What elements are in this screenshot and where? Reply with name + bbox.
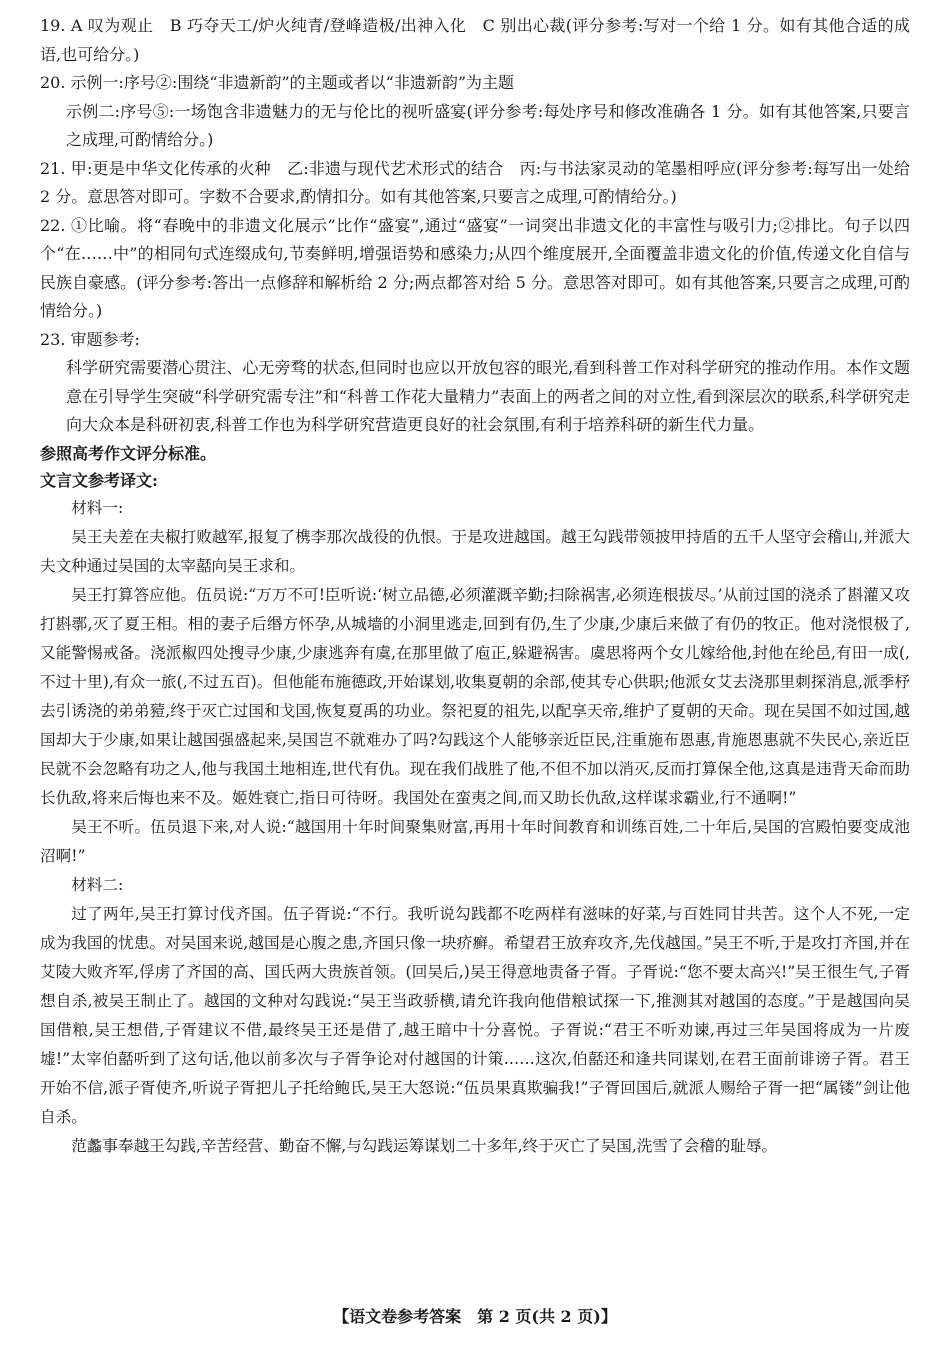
material-1-paragraph-1: 吴王夫差在夫椒打败越军,报复了槜李那次战役的仇恨。于是攻进越国。越王勾践带领披甲持盾的五千人坚守会稽山,并派大夫文种通过吴国的太宰嚭向吴王求和。 (40, 527, 910, 575)
answer-21-text: 21. 甲:更是中华文化传承的火种 乙:非遗与现代艺术形式的结合 丙:与书法家灵动的笔墨相呼应(评分参考:每写出一处给 2 分。意思答对即可。字数不合要求,酌情扣分。如有其他答案,只要言之成理,可酌情给分。) (40, 158, 910, 206)
classical-translation (40, 494, 910, 1161)
translation-heading: 文言文参考译文: (40, 470, 158, 490)
material-2-paragraph-1: 过了两年,吴王打算讨伐齐国。伍子胥说:“不行。我听说勾践都不吃两样有滋味的好菜,与百姓同甘共苦。这个人不死,一定成为我国的忧患。对吴国来说,越国是心腹之患,齐国只像一块疥癣。希望君王放弃攻齐,先伐越国。”吴王不听,于是攻打齐国,并在艾陵大败齐军,俘虏了齐国的高、国氏两大贵族首领。(回吴后,)吴王得意地责备子胥。子胥说:“您不要太高兴!”吴王很生气,子胥想自杀,被吴王制止了。越国的文种对勾践说:“吴王当政骄横,请允许我向他借粮试探一下,推测其对越国的态度。”于是越国向吴国借粮,吴王想借,子胥建议不借,最终吴王还是借了,越王暗中十分喜悦。子胥说:“君王不听劝谏,再过三年吴国将成为一片废墟!”太宰伯嚭听到了这句话,他以前多次与子胥争论对付越国的计策……这次,伯嚭还和逢共同谋划,在君王面前诽谤子胥。君王开始不信,派子胥使齐,听说子胥把儿子托给鲍氏,吴王大怒说:“伍员果真欺骗我!”子胥回国后,就派人赐给子胥一把“属镂”剑让他自杀。 (40, 904, 910, 1126)
answer-23-body: 科学研究需要潜心贯注、心无旁骛的状态,但同时也应以开放包容的眼光,看到科普工作对科学研究的推动作用。本作文题意在引导学生突破“科学研究需专注”和“科普工作花大量精力”表面上的两者之间的对立性,看到深层次的联系,科学研究走向大众本是科研初衷,科普工作也为科学研究营造更良好的社会氛围,有利于培养科研的新生代力量。 (66, 358, 910, 434)
answer-22 (40, 212, 910, 326)
essay-standard-note: 参照高考作文评分标准。 (40, 443, 217, 463)
material-1-title: 材料一: (71, 498, 124, 517)
answer-20-example-1: 20. 示例一:序号②:围绕“非遗新韵”的主题或者以“非遗新韵”为主题 (40, 73, 515, 92)
material-2-paragraph-2: 范蠡事奉越王勾践,辛苦经营、勤奋不懈,与勾践运筹谋划二十多年,终于灭亡了吴国,洗雪了会稽的耻辱。 (71, 1136, 778, 1155)
answer-23-title: 23. 审题参考: (40, 329, 140, 349)
page-footer: 【语文卷参考答案 第 2 页(共 2 页)】 (333, 1307, 617, 1326)
material-1-paragraph-2: 吴王打算答应他。伍员说:“万万不可!臣听说:‘树立品德,必须灌溉辛勤;扫除祸害,必须连根拔尽。’从前过国的浇杀了斟灌又攻打斟鄩,灭了夏王相。相的妻子后缗方怀孕,从城墙的小洞里逃走,回到有仍,生了少康,少康后来做了有仍的牧正。他对浇恨极了,又能警惕戒备。浇派椒四处搜寻少康,少康逃奔有虞,在那里做了庖正,躲避祸害。虞思将两个女儿嫁给他,封他在纶邑,有田一成(,不过十里),有众一旅(,不过五百)。但他能布施德政,开始谋划,收集夏朝的余部,使其专心供职;他派女艾去浇那里刺探消息,派季杼去引诱浇的弟弟豷,终于灭亡过国和戈国,恢复夏禹的功业。祭祀夏的祖先,以配享天帝,维护了夏朝的天命。现在吴国不如过国,越国却大于少康,如果让越国强盛起来,吴国岂不就难办了吗?勾践这个人能够亲近臣民,注重施布恩惠,肯施恩惠就不失民心,亲近臣民就不会忽略有功之人,他与我国土地相连,世代有仇。现在我们战胜了他,不但不加以消灭,反而打算保全他,这真是违背天命而助长仇敌,将来后悔也来不及。姬姓衰亡,指日可待呀。我国处在蛮夷之间,而又助长仇敌,这样谋求霸业,行不通啊!” (40, 585, 910, 807)
material-1-paragraph-3: 吴王不听。伍员退下来,对人说:“越国用十年时间聚集财富,再用十年时间教育和训练百姓,二十年后,吴国的宫殿怕要变成池沼啊!” (40, 817, 910, 865)
answer-22-text: 22. ①比喻。将“春晚中的非遗文化展示”比作“盛宴”,通过“盛宴”一词突出非遗文化的丰富性与吸引力;②排比。句子以四个“在……中”的相同句式连缀成句,节奏鲜明,增强语势和感染力;从四个维度展开,全面覆盖非遗文化的价值,传递文化自信与民族自豪感。(评分参考:答出一点修辞和解析给 2 分;两点都答对给 5 分。意思答对即可。如有其他答案,只要言之成理,可酌情给分。) (40, 215, 910, 320)
material-2-title: 材料二: (71, 875, 124, 894)
answer-20-example-2: 示例二:序号⑤:一场饱含非遗魅力的无与伦比的视听盛宴(评分参考:每处序号和修改准确各 1 分。如有其他答案,只要言之成理,可酌情给分。) (66, 101, 910, 149)
answer-19 (40, 12, 910, 69)
answer-19-text: 19. A 叹为观止 B 巧夺天工/炉火纯青/登峰造极/出神入化 C 别出心裁(评分参考:写对一个给 1 分。如有其他合适的成语,也可给分。) (40, 16, 910, 64)
answer-23 (40, 326, 910, 440)
answer-20 (40, 69, 910, 155)
answer-21 (40, 155, 910, 212)
